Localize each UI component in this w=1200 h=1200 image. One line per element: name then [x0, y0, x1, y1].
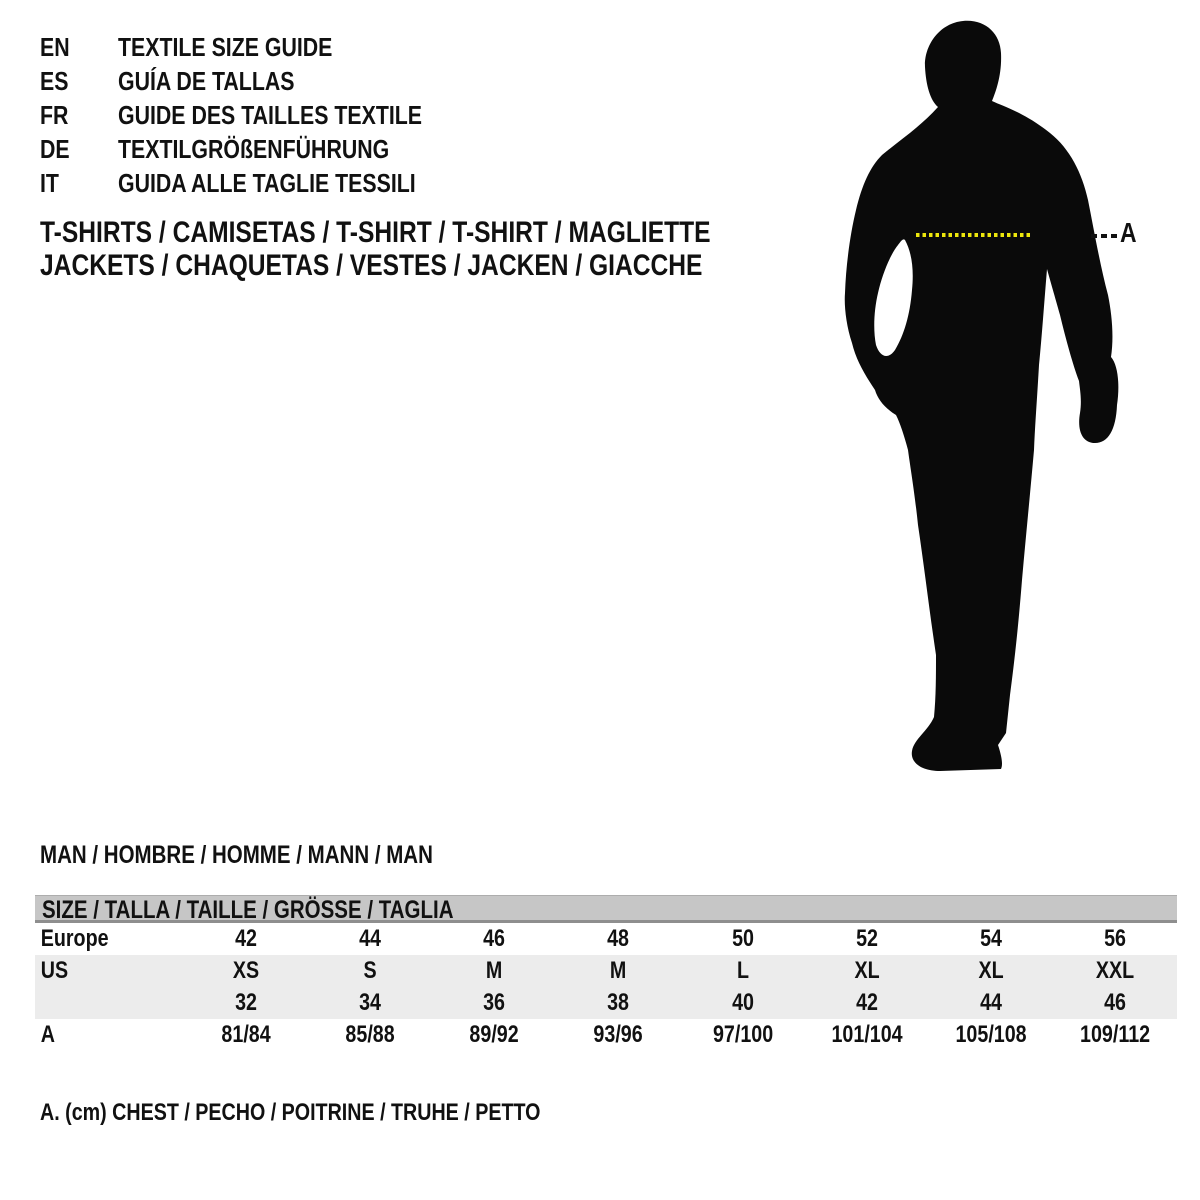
size-value: 40 — [731, 989, 754, 1016]
table-row-chest-cm — [35, 1019, 1177, 1051]
size-value: 97/100 — [712, 1021, 773, 1048]
size-value: 46 — [483, 925, 506, 952]
size-value: 32 — [235, 989, 258, 1016]
language-title: TEXTILGRÖßENFÜHRUNG — [118, 134, 390, 164]
language-title: GUIDE DES TAILLES TEXTILE — [118, 100, 423, 130]
size-value: 34 — [359, 989, 382, 1016]
row-label: Europe — [40, 925, 109, 952]
language-title: GUÍA DE TALLAS — [118, 66, 295, 96]
language-title: GUIDA ALLE TAGLIE TESSILI — [118, 168, 416, 198]
language-row — [40, 132, 489, 166]
size-value: 48 — [607, 925, 630, 952]
size-value: XS — [232, 957, 260, 984]
language-code: ES — [40, 66, 69, 96]
size-value: 52 — [855, 925, 878, 952]
size-value: 38 — [607, 989, 630, 1016]
table-header-bar — [35, 895, 1177, 923]
size-value: 105/108 — [955, 1021, 1027, 1048]
size-value: XL — [854, 957, 880, 984]
language-row — [40, 166, 489, 200]
size-value: L — [736, 957, 749, 984]
size-value: S — [363, 957, 377, 984]
measurement-legend-text: A. (cm) CHEST / PECHO / POITRINE / TRUHE / PETTO — [40, 1099, 541, 1126]
size-value: XL — [978, 957, 1004, 984]
language-title: TEXTILE SIZE GUIDE — [118, 32, 333, 62]
measurement-legend — [40, 1100, 650, 1126]
table-row-us — [35, 955, 1177, 987]
measure-pointer-dashes — [1091, 234, 1118, 238]
measure-label-a: A — [1120, 217, 1137, 248]
size-value: 81/84 — [221, 1021, 271, 1048]
size-value: M — [486, 957, 503, 984]
category-line-tshirts: T-SHIRTS / CAMISETAS / T-SHIRT / T-SHIRT / MAGLIETTE — [40, 216, 711, 249]
man-silhouette-figure — [830, 5, 1175, 780]
table-row-europe — [35, 923, 1177, 955]
language-row — [40, 64, 489, 98]
man-silhouette — [830, 5, 1150, 780]
chest-measure-dotted-line — [916, 233, 1033, 237]
size-value: 42 — [855, 989, 878, 1016]
language-row — [40, 98, 489, 132]
size-value: 50 — [731, 925, 754, 952]
size-value: 109/112 — [1079, 1021, 1150, 1048]
size-table — [35, 895, 1177, 1051]
language-code: FR — [40, 100, 69, 130]
size-value: 44 — [979, 989, 1002, 1016]
table-row-alt-sizes — [35, 987, 1177, 1019]
size-value: 56 — [1103, 925, 1126, 952]
language-code: IT — [40, 168, 59, 198]
table-header-label: SIZE / TALLA / TAILLE / GRÖSSE / TAGLIA — [42, 896, 454, 924]
size-value: 101/104 — [831, 1021, 903, 1048]
language-list — [40, 30, 489, 200]
language-code: EN — [40, 32, 70, 62]
row-label: A — [40, 1021, 55, 1048]
row-label: US — [40, 957, 69, 984]
section-title-text: MAN / HOMBRE / HOMME / MANN / MAN — [40, 841, 433, 869]
size-value: 42 — [235, 925, 258, 952]
row-label — [35, 987, 157, 1019]
section-title — [40, 842, 519, 868]
category-line-jackets: JACKETS / CHAQUETAS / VESTES / JACKEN / GIACCHE — [40, 249, 703, 282]
size-value: 46 — [1103, 989, 1126, 1016]
size-value: M — [610, 957, 627, 984]
size-value: 89/92 — [469, 1021, 519, 1048]
size-value: 36 — [483, 989, 506, 1016]
category-list — [40, 216, 858, 282]
size-value: XXL — [1095, 957, 1135, 984]
size-value: 54 — [979, 925, 1002, 952]
language-row — [40, 30, 489, 64]
size-value: 44 — [359, 925, 382, 952]
size-value: 93/96 — [593, 1021, 644, 1048]
language-code: DE — [40, 134, 70, 164]
size-value: 85/88 — [345, 1021, 395, 1048]
